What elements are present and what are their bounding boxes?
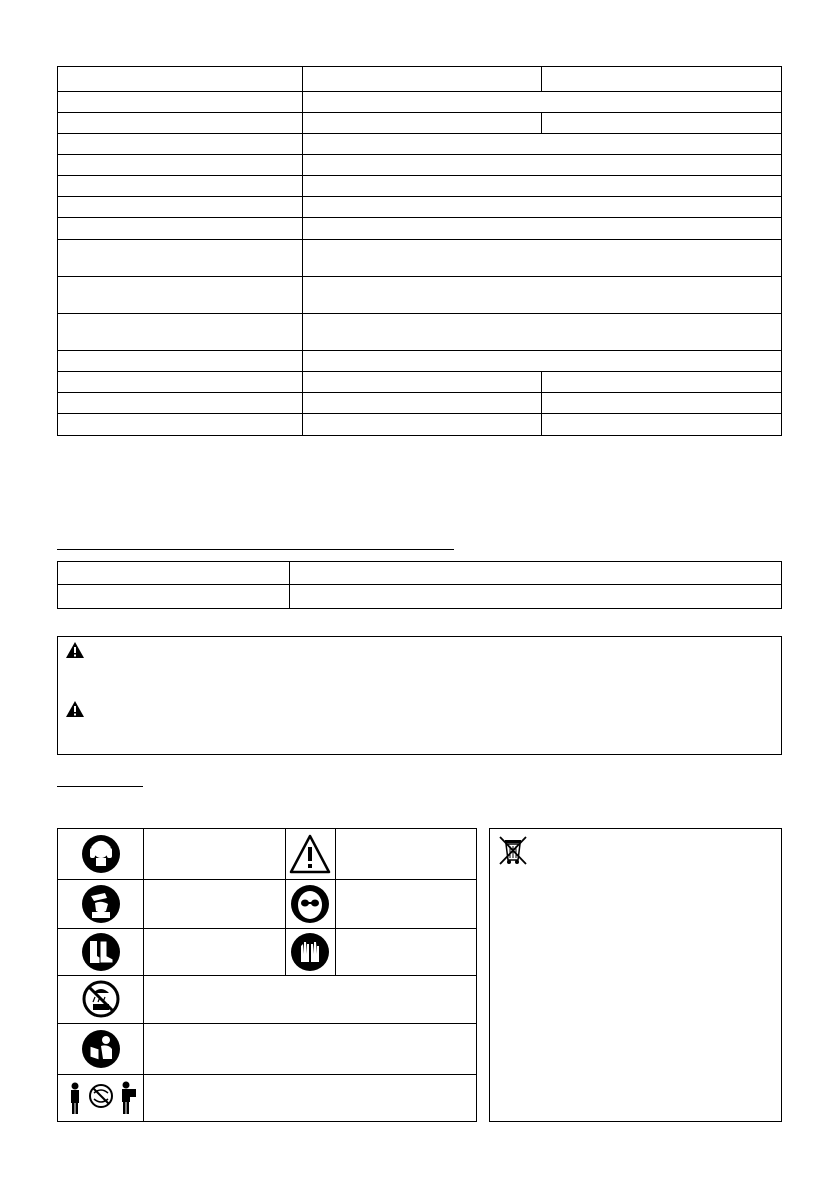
spec-value [542, 414, 782, 436]
noise-value [289, 562, 781, 585]
table-row [58, 197, 782, 218]
spec-value [542, 113, 782, 134]
spec-value [302, 92, 781, 113]
spec-value [302, 113, 542, 134]
warning-item [65, 700, 93, 718]
spec-label [58, 134, 303, 155]
spec-label [58, 113, 303, 134]
spec-value [302, 277, 781, 314]
spec-value [302, 393, 542, 414]
spec-value [302, 176, 781, 197]
spec-label [58, 393, 303, 414]
spec-label [58, 277, 303, 314]
noise-section-heading [57, 532, 454, 548]
safety-goggles-icon [290, 884, 330, 924]
table-row [58, 585, 782, 609]
spec-value [302, 134, 781, 155]
warning-triangle-icon [65, 641, 85, 659]
caution-triangle-icon [288, 833, 332, 875]
table-row [58, 393, 782, 414]
spec-value [302, 67, 542, 92]
warning-triangle-icon [65, 700, 85, 718]
spec-label [58, 351, 303, 372]
specifications-table [57, 66, 782, 436]
table-row [58, 176, 782, 197]
spec-value [302, 414, 542, 436]
ear-protection-icon [81, 834, 121, 874]
spec-value [542, 372, 782, 393]
symbols-section-heading [57, 770, 143, 786]
spec-value [302, 372, 542, 393]
spec-label [58, 314, 303, 351]
noise-label [58, 562, 290, 585]
warning-item [65, 641, 93, 659]
spec-value [542, 67, 782, 92]
spec-value [302, 218, 781, 240]
noise-label [58, 585, 290, 609]
spec-label [58, 372, 303, 393]
table-row [58, 155, 782, 176]
noise-section-underline [57, 549, 454, 550]
table-row [58, 562, 782, 585]
table-row [58, 218, 782, 240]
noise-table [57, 561, 782, 609]
spec-label [58, 240, 303, 277]
spec-label [58, 155, 303, 176]
disposal-box [489, 828, 782, 1122]
table-row [58, 134, 782, 155]
table-row [58, 351, 782, 372]
spec-value [542, 393, 782, 414]
keep-bystanders-away-icon [66, 1079, 138, 1117]
spec-label [58, 218, 303, 240]
table-row [58, 92, 782, 113]
spec-value [302, 197, 781, 218]
protective-gloves-icon [290, 932, 330, 972]
symbols-section-underline [57, 786, 143, 787]
spec-value [302, 240, 781, 277]
spec-label [58, 67, 303, 92]
table-row [58, 314, 782, 351]
table-row [58, 414, 782, 436]
safety-boots-icon [81, 932, 121, 972]
table-row [58, 277, 782, 314]
spec-label [58, 176, 303, 197]
spec-label [58, 197, 303, 218]
noise-value [289, 585, 781, 609]
respirator-mask-icon [81, 884, 121, 924]
spec-value [302, 155, 781, 176]
read-manual-icon [81, 1029, 121, 1069]
warning-box [57, 636, 782, 755]
spec-label [58, 92, 303, 113]
no-rain-exposure-icon [81, 979, 121, 1019]
table-row [58, 113, 782, 134]
symbols-grid [57, 828, 477, 1122]
spec-label [58, 414, 303, 436]
spec-value [302, 351, 781, 372]
crossed-out-wheelie-bin-icon [497, 834, 529, 866]
table-row [58, 240, 782, 277]
table-row [58, 372, 782, 393]
spec-value [302, 314, 781, 351]
table-row [58, 67, 782, 92]
